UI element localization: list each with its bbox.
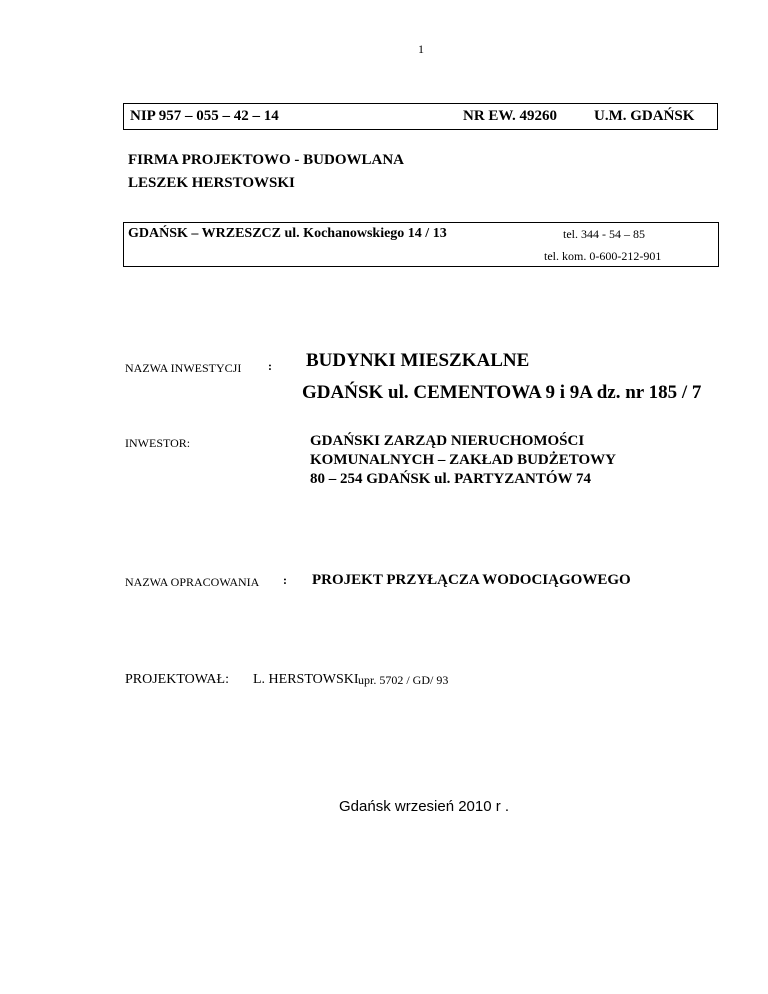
designer-name: L. HERSTOWSKI xyxy=(253,672,359,687)
firm-mobile: tel. kom. 0-600-212-901 xyxy=(544,249,662,263)
investor-line-1: GDAŃSKI ZARZĄD NIERUCHOMOŚCI xyxy=(310,433,585,449)
firm-phone: tel. 344 - 54 – 85 xyxy=(563,227,645,241)
page-number: 1 xyxy=(418,42,424,56)
study-label-colon: : xyxy=(283,573,287,587)
um-gdansk-text: U.M. GDAŃSK xyxy=(594,108,695,124)
investor-line-3: 80 – 254 GDAŃSK ul. PARTYZANTÓW 74 xyxy=(310,471,592,487)
investment-label-colon: : xyxy=(268,359,272,373)
investment-name: BUDYNKI MIESZKALNE xyxy=(306,350,530,371)
investment-label: NAZWA INWESTYCJI xyxy=(125,361,242,375)
designer-license: upr. 5702 / GD/ 93 xyxy=(358,673,449,687)
place-date: Gdańsk wrzesień 2010 r . xyxy=(339,798,510,815)
investor-line-2: KOMUNALNYCH – ZAKŁAD BUDŻETOWY xyxy=(310,452,616,468)
firm-address: GDAŃSK – WRZESZCZ ul. Kochanowskiego 14 / 13 xyxy=(128,226,447,241)
study-name: PROJEKT PRZYŁĄCZA WODOCIĄGOWEGO xyxy=(312,572,631,588)
firm-owner: LESZEK HERSTOWSKI xyxy=(128,175,295,191)
nip-text: NIP 957 – 055 – 42 – 14 xyxy=(130,108,279,124)
study-label: NAZWA OPRACOWANIA xyxy=(125,575,260,589)
investment-location: GDAŃSK ul. CEMENTOWA 9 i 9A dz. nr 185 / 7 xyxy=(302,382,702,403)
nr-ew-text: NR EW. 49260 xyxy=(463,108,558,124)
firm-name: FIRMA PROJEKTOWO - BUDOWLANA xyxy=(128,152,404,168)
investor-label: INWESTOR: xyxy=(125,436,191,450)
designer-label: PROJEKTOWAŁ: xyxy=(125,672,229,687)
